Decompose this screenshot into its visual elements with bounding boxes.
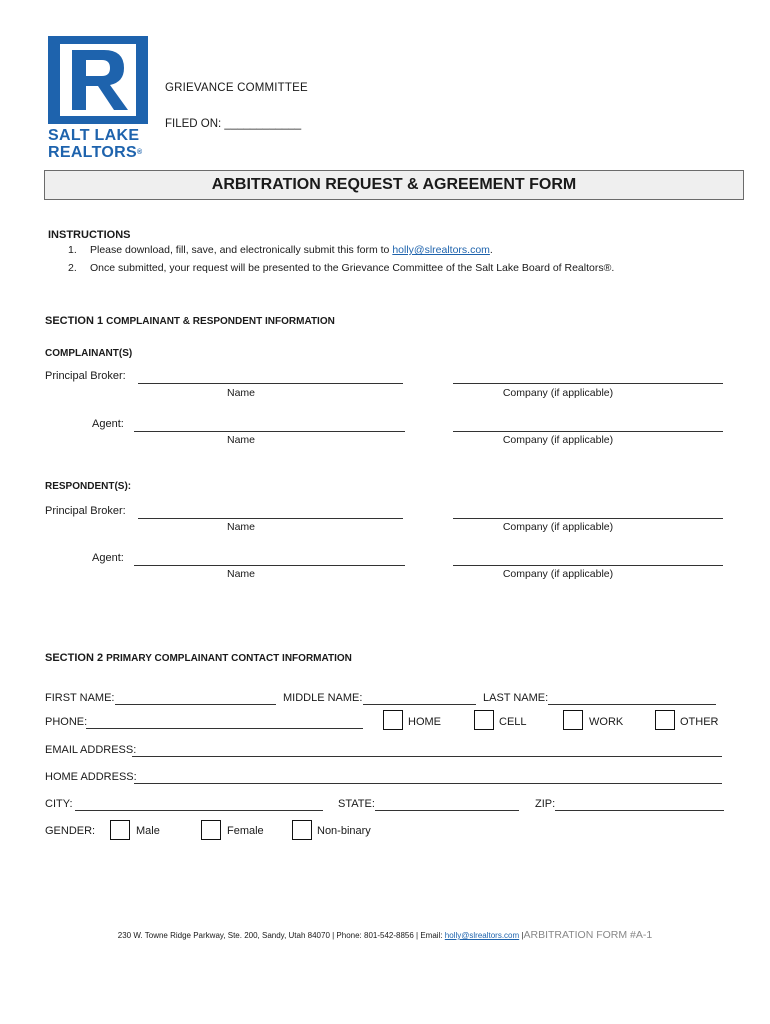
name-caption: Name <box>226 387 255 399</box>
complainant-agent-company-field[interactable] <box>453 431 723 432</box>
gender-male-label: Male <box>136 825 160 837</box>
instructions-heading: INSTRUCTIONS <box>48 229 131 241</box>
gender-female-label: Female <box>227 825 264 837</box>
instruction-item: 1. Please download, fill, save, and electronically submit this form to holly@slrealtors.com. <box>68 244 493 256</box>
complainant-broker-label: Principal Broker: <box>45 370 126 382</box>
footer: 230 W. Towne Ridge Parkway, Ste. 200, Sandy, Utah 84070 | Phone: 801-542-8856 | Email: holly@slrealtors.com |ARBITRATION FORM #A-1 <box>117 929 653 941</box>
phone-home-checkbox[interactable] <box>383 710 403 730</box>
phone-other-label: OTHER <box>680 716 719 728</box>
respondent-broker-name-field[interactable] <box>138 518 403 519</box>
phone-other-checkbox[interactable] <box>655 710 675 730</box>
name-caption: Name <box>226 568 255 580</box>
home-address-field[interactable] <box>134 783 722 784</box>
phone-home-label: HOME <box>408 716 441 728</box>
realtor-r-logo-icon <box>48 36 148 124</box>
zip-label: ZIP: <box>535 798 556 810</box>
email-link[interactable]: holly@slrealtors.com <box>392 244 490 256</box>
brand-line-2: REALTORS® <box>48 144 143 161</box>
gender-label: GENDER: <box>45 825 96 837</box>
footer-email-link[interactable]: holly@slrealtors.com <box>444 931 520 940</box>
form-title: ARBITRATION REQUEST & AGREEMENT FORM <box>44 170 744 200</box>
home-address-label: HOME ADDRESS: <box>45 771 137 783</box>
respondents-heading: RESPONDENT(S): <box>45 481 132 492</box>
committee-label: GRIEVANCE COMMITTEE <box>165 82 308 94</box>
gender-female-checkbox[interactable] <box>201 820 221 840</box>
phone-cell-checkbox[interactable] <box>474 710 494 730</box>
city-label: CITY: <box>45 798 73 810</box>
company-caption: Company (if applicable) <box>502 521 614 533</box>
city-field[interactable] <box>75 810 323 811</box>
respondent-agent-company-field[interactable] <box>453 565 723 566</box>
first-name-label: FIRST NAME: <box>45 692 115 704</box>
section-2-heading: SECTION 2 PRIMARY COMPLAINANT CONTACT INFORMATION <box>45 652 352 664</box>
phone-cell-label: CELL <box>499 716 527 728</box>
section-1-heading: SECTION 1 COMPLAINANT & RESPONDENT INFORMATION <box>45 315 335 327</box>
state-field[interactable] <box>375 810 519 811</box>
phone-work-label: WORK <box>589 716 624 728</box>
instruction-item: 2. Once submitted, your request will be presented to the Grievance Committee of the Salt Lake Board of Realtors®. <box>68 262 615 274</box>
state-label: STATE: <box>338 798 375 810</box>
complainant-broker-name-field[interactable] <box>138 383 403 384</box>
brand-line-1: SALT LAKE <box>48 127 140 144</box>
last-name-field[interactable] <box>548 704 716 705</box>
gender-nonbinary-checkbox[interactable] <box>292 820 312 840</box>
complainant-agent-name-field[interactable] <box>134 431 405 432</box>
middle-name-field[interactable] <box>363 704 476 705</box>
email-label: EMAIL ADDRESS: <box>45 744 137 756</box>
gender-nonbinary-label: Non-binary <box>317 825 371 837</box>
respondent-broker-label: Principal Broker: <box>45 505 126 517</box>
footer-address: 230 W. Towne Ridge Parkway, Ste. 200, Sandy, Utah 84070 | Phone: 801-542-8856 | Email: <box>117 931 445 940</box>
respondent-broker-company-field[interactable] <box>453 518 723 519</box>
form-code: ARBITRATION FORM #A-1 <box>523 929 653 941</box>
company-caption: Company (if applicable) <box>502 387 614 399</box>
name-caption: Name <box>226 521 255 533</box>
email-field[interactable] <box>132 756 722 757</box>
complainants-heading: COMPLAINANT(S) <box>45 348 133 359</box>
complainant-broker-company-field[interactable] <box>453 383 723 384</box>
respondent-agent-label: Agent: <box>92 552 124 564</box>
company-caption: Company (if applicable) <box>502 568 614 580</box>
filed-on-field[interactable]: FILED ON: ____________ <box>165 118 302 130</box>
first-name-field[interactable] <box>115 704 276 705</box>
gender-male-checkbox[interactable] <box>110 820 130 840</box>
phone-label: PHONE: <box>45 716 88 728</box>
complainant-agent-label: Agent: <box>92 418 124 430</box>
phone-work-checkbox[interactable] <box>563 710 583 730</box>
salt-lake-realtors-logo <box>48 36 150 162</box>
phone-field[interactable] <box>86 728 363 729</box>
zip-field[interactable] <box>555 810 724 811</box>
company-caption: Company (if applicable) <box>502 434 614 446</box>
respondent-agent-name-field[interactable] <box>134 565 405 566</box>
name-caption: Name <box>226 434 255 446</box>
middle-name-label: MIDDLE NAME: <box>283 692 363 704</box>
last-name-label: LAST NAME: <box>483 692 549 704</box>
